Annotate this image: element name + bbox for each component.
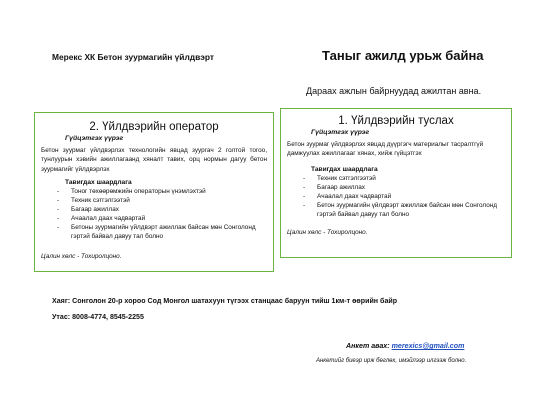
page-subheadline: Дараах ажлын байрнуудад ажилтан авна.	[306, 86, 482, 96]
requirement-item: - Техник сэтгэлгээтэй	[303, 175, 509, 184]
requirement-item: - Бетоны зуурмагийн үйлдвэрт ажиллаж байсан мөн Сонголонд гэртэй байвал давуу тал болно	[57, 224, 271, 242]
job-description: Бетон зуурмаг үйлдвэрлэх явцад дүүргэгч материалыг тасралтгүй дамжуулах ажиллагааг хянах, хийж гүйцэтгэх	[287, 141, 484, 158]
job-title: 1. Үйлдвэрийн туслах	[338, 115, 454, 127]
phone-text: Утас: 8008-4774, 8545-2255	[52, 313, 144, 321]
application-label: Анкет авах:	[346, 342, 390, 350]
requirement-item: - Багаар ажиллах	[57, 206, 271, 215]
application-note: Анкетийг биеэр ирж бөглөх, имэйлээр илгээж болно.	[316, 358, 467, 364]
responsibility-label: Гүйцэтгэх үүрэг	[65, 135, 124, 142]
application-line	[346, 342, 464, 350]
salary-text: Цалин хөлс - Тохиролцоно.	[287, 229, 368, 236]
email-link[interactable]: merexics@gmail.com	[391, 342, 465, 350]
address-text: Хаяг: Сонголон 20-р хороо Сод Монгол шатахуун түгээх станцаас баруун тийш 1км-т өөрийн байр	[52, 297, 398, 305]
requirement-item: - Ачаалал даах чадвартай	[57, 215, 271, 224]
job-card-assistant	[280, 108, 512, 258]
requirements-label: Тавигдах шаардлага	[311, 166, 378, 173]
requirements-list	[57, 188, 271, 241]
job-title: 2. Үйлдвэрийн оператор	[89, 121, 219, 133]
responsibility-label: Гүйцэтгэх үүрэг	[311, 129, 370, 136]
requirement-item: - Тоног төхөөрөмжийн операторын үнэмлэхтэй	[57, 188, 271, 197]
page-headline: Таныг ажилд урьж байна	[322, 48, 484, 63]
job-card-operator	[34, 112, 274, 272]
job-description: Бетон зуурмаг үйлдвэрлэх технологийн явцад зуургач 2 голтой тогоо, тунлуурын хэвийн ажиллагаанд хяналт тавих, орц нормын дагуу бетон зуурмагийг үйлдвэрлэх	[41, 147, 267, 173]
requirement-item: - Багаар ажиллах	[303, 184, 509, 193]
requirements-label: Тавигдах шаардлага	[65, 179, 132, 186]
requirements-list	[303, 175, 509, 220]
requirement-item: - Техник сэтгэлгээтэй	[57, 197, 271, 206]
requirement-item: - Бетон зуурмагийн үйлдвэрт ажиллаж байсан мөн Сонголонд гэртэй байвал давуу тал болно	[303, 202, 509, 220]
company-name: Мерекс ХК Бетон зуурмагийн үйлдвэрт	[52, 52, 214, 62]
salary-text: Цалин хөлс - Тохиролцоно.	[41, 253, 122, 260]
requirement-item: - Ачаалал даах чадвартай	[303, 193, 509, 202]
